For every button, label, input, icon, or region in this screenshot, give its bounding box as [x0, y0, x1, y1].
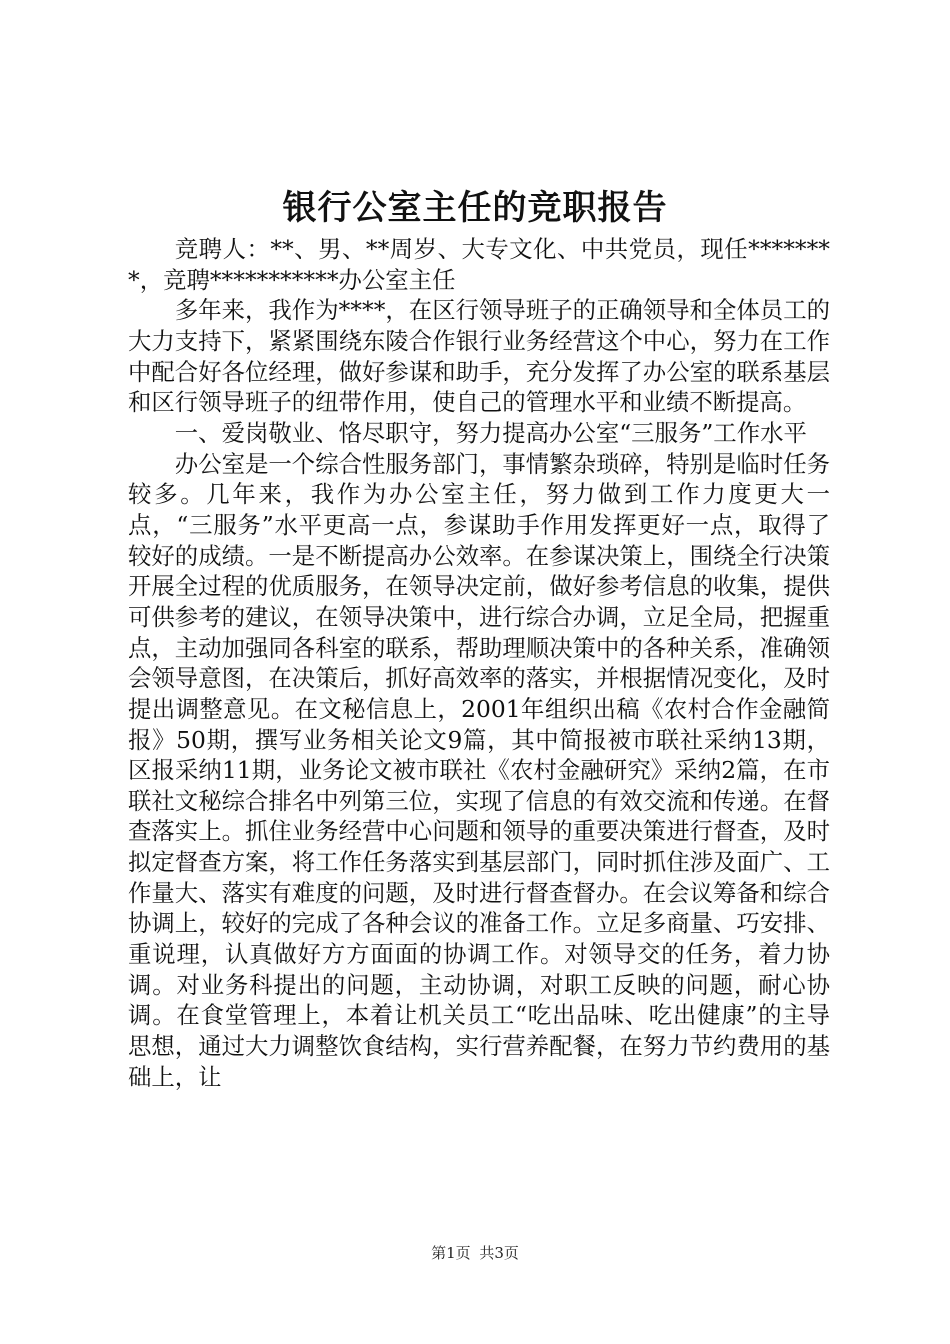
paragraph-candidate-info: 竞聘人：**、男、**周岁、大专文化、中共党员，现任********，竞聘***********办公室主任: [128, 235, 830, 294]
page-footer: [0, 1243, 950, 1263]
page-number: 第1页: [431, 1244, 471, 1262]
paragraph-intro: 多年来，我作为****，在区行领导班子的正确领导和全体员工的大力支持下，紧紧围绕东陵合作银行业务经营这个中心，努力在工作中配合好各位经理，做好参谋和助手，充分发挥了办公室的联系基层和区行领导班子的纽带作用，使自己的管理水平和业绩不断提高。: [128, 296, 830, 417]
paragraph-office-work: 办公室是一个综合性服务部门，事情繁杂琐碎，特别是临时任务较多。几年来，我作为办公室主任，努力做到工作力度更大一点，“三服务”水平更高一点，参谋助手作用发挥更好一点，取得了较好的成绩。一是不断提高办公效率。在参谋决策上，围绕全行决策开展全过程的优质服务，在领导决定前，做好参考信息的收集，提供可供参考的建议，在领导决策中，进行综合办调，立足全局，把握重点，主动加强同各科室的联系，帮助理顺决策中的各种关系，准确领会领导意图，在决策后，抓好高效率的落实，并根据情况变化，及时提出调整意见。在文秘信息上，2001年组织出稿《农村合作金融简报》50期，撰写业务相关论文9篇，其中简报被市联社采纳13期，区报采纳11期，业务论文被市联社《农村金融研究》采纳2篇，在市联社文秘综合排名中列第三位，实现了信息的有效交流和传递。在督查落实上。抓住业务经营中心问题和领导的重要决策进行督查，及时拟定督查方案，将工作任务落实到基层部门，同时抓住涉及面广、工作量大、落实有难度的问题，及时进行督查督办。在会议筹备和综合协调上，较好的完成了各种会议的准备工作。立足多商量、巧安排、重说理，认真做好方方面面的协调工作。对领导交的任务，着力协调。对业务科提出的问题，主动协调，对职工反映的问题，耐心协调。在食堂管理上，本着让机关员工“吃出品味、吃出健康”的主导思想，通过大力调整饮食结构，实行营养配餐，在努力节约费用的基础上，让: [128, 449, 830, 1091]
section-heading-one: 一、爱岗敬业、恪尽职守，努力提高办公室“三服务”工作水平: [174, 418, 807, 447]
page-total: 共3页: [479, 1244, 519, 1262]
document-title: 银行公室主任的竞职报告: [282, 188, 668, 228]
document-body: [128, 234, 830, 1092]
